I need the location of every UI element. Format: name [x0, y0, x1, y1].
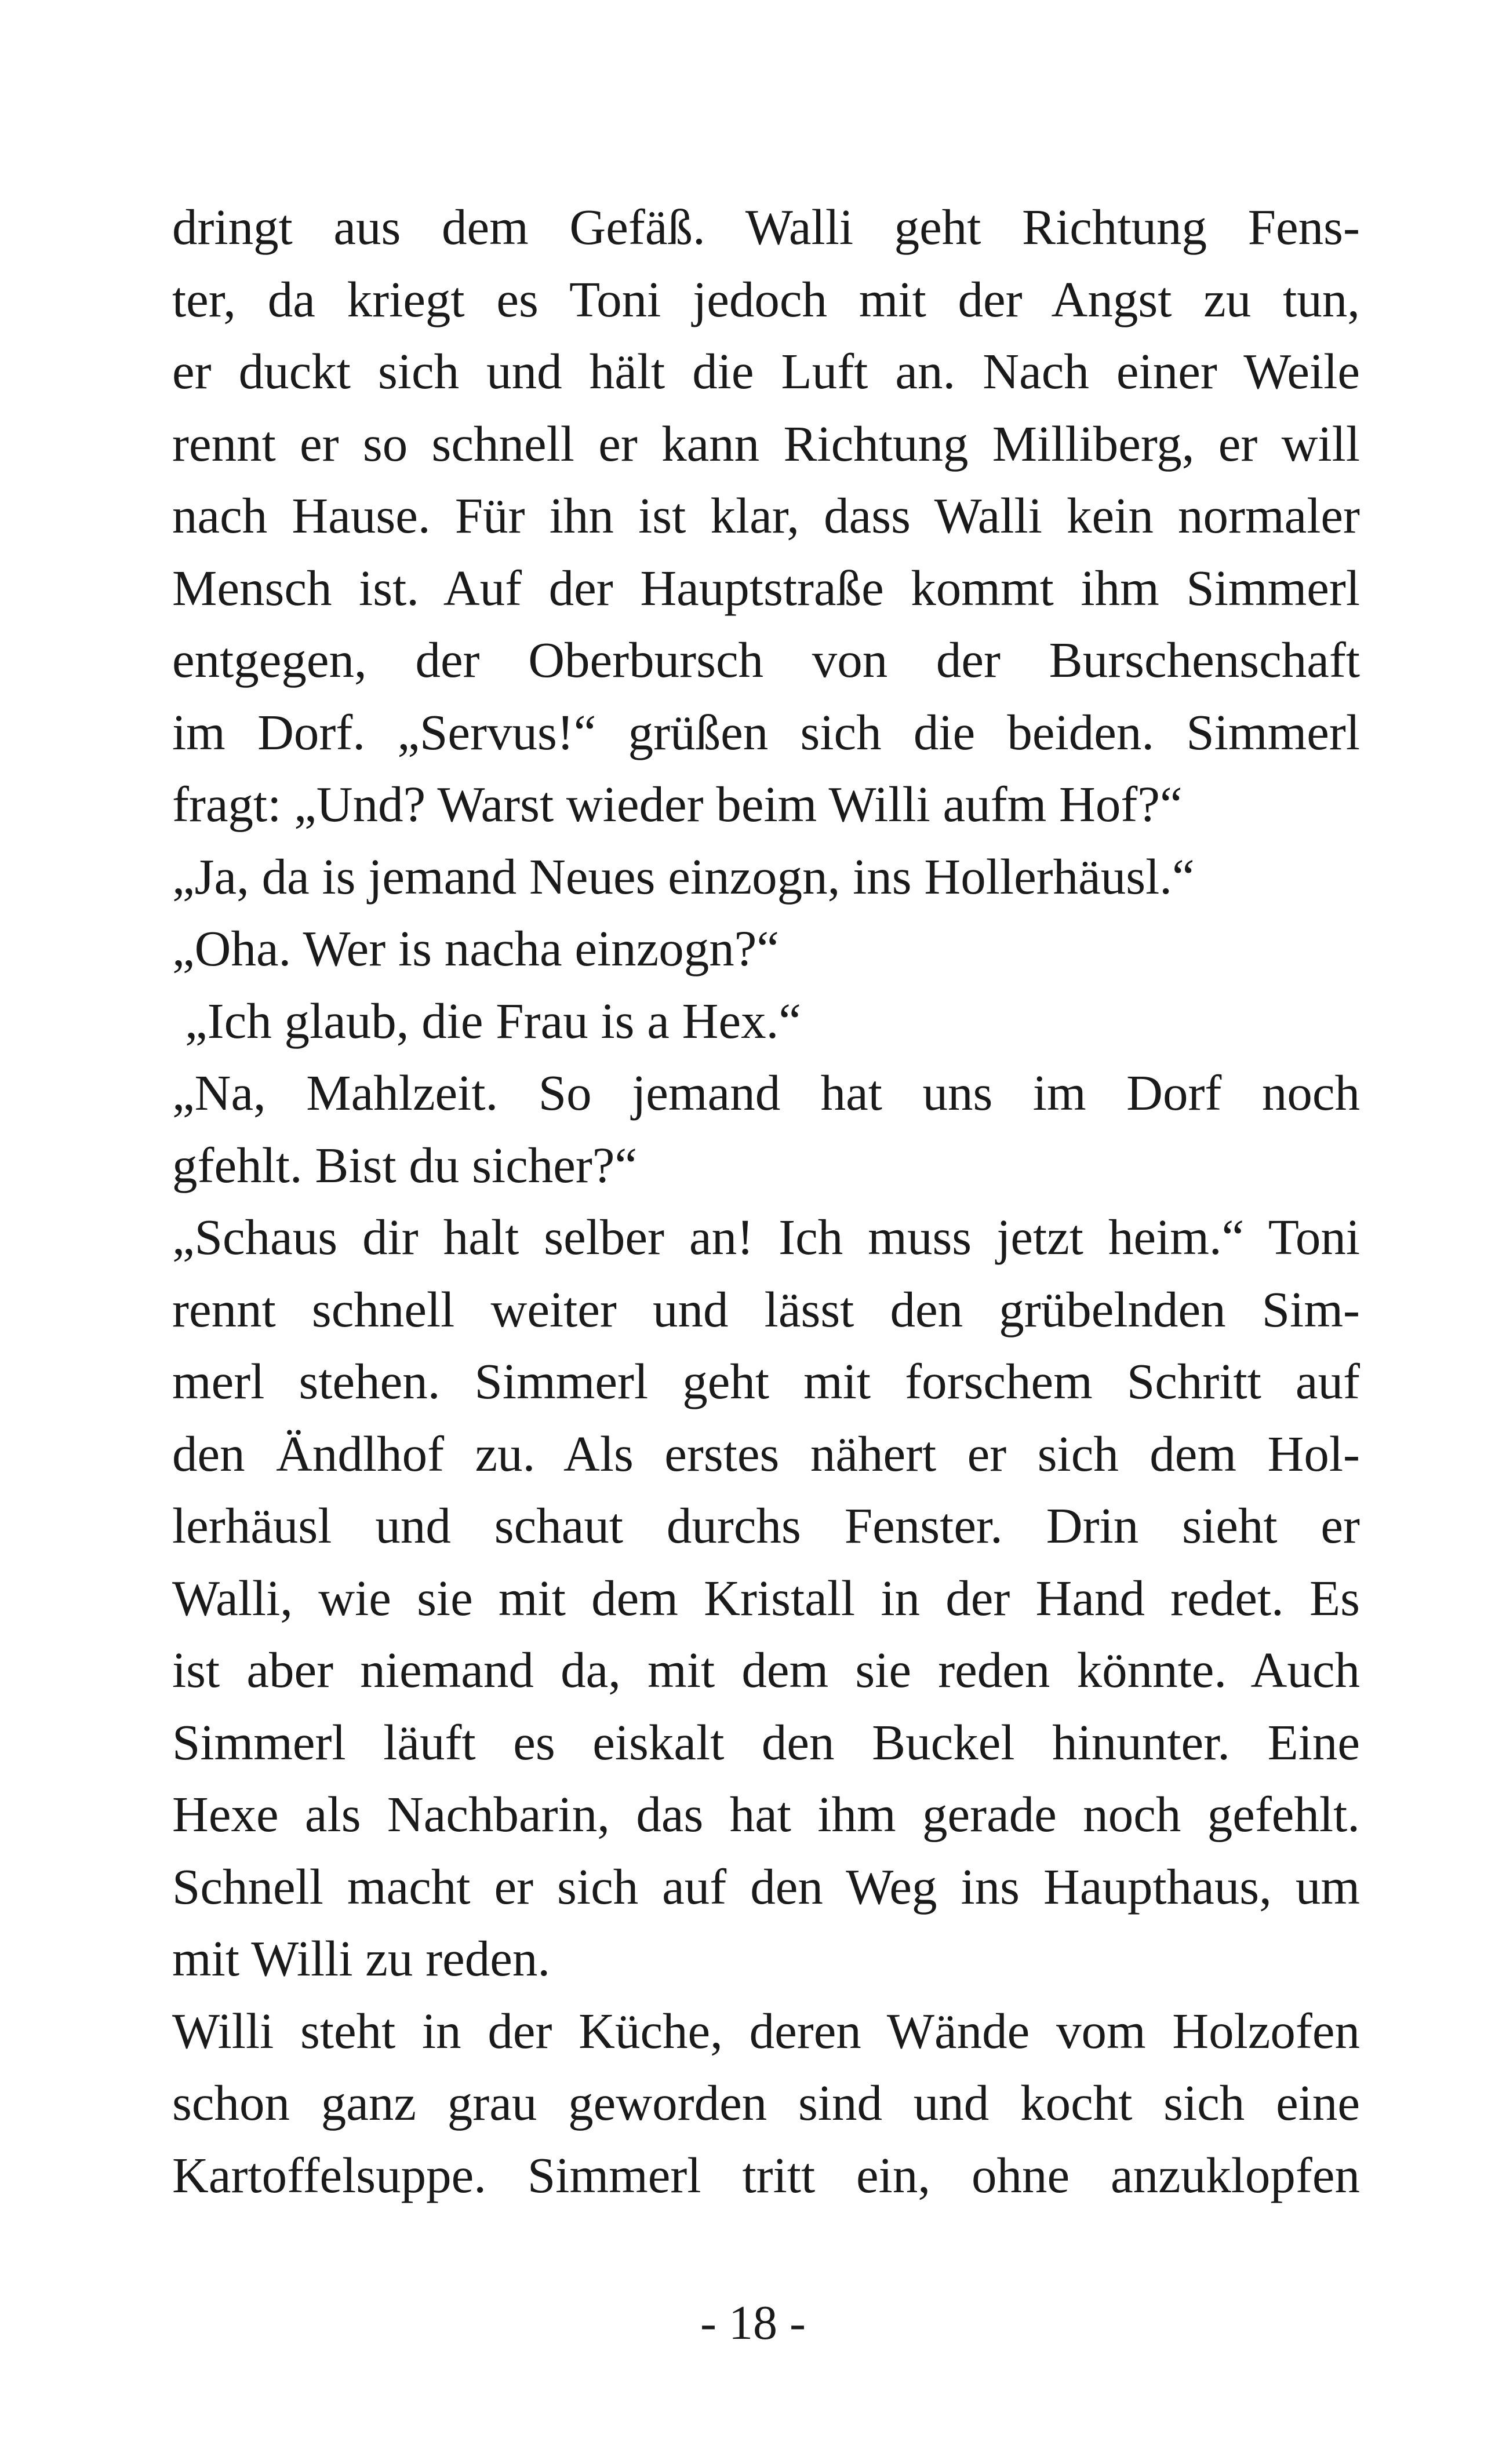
text-line: fragt: „Und? Warst wieder beim Willi aufm Hof?“ — [172, 776, 1183, 832]
text-line: „Oha. Wer is nacha einzogn?“ — [172, 920, 779, 976]
text-line: entgegen, der Oberbursch von der Burschenschaft — [172, 632, 1360, 688]
text-line: nach Hause. Für ihn ist klar, dass Walli kein normaler — [172, 487, 1360, 544]
text-line: ist aber niemand da, mit dem sie reden könnte. Auch — [172, 1642, 1360, 1698]
text-line: den Ändlhof zu. Als erstes nähert er sich dem Hol- — [172, 1425, 1360, 1482]
text-line: Willi steht in der Küche, deren Wände vom Holzofen — [172, 2002, 1360, 2059]
text-line: „Ich glaub, die Frau is a Hex.“ — [185, 992, 801, 1049]
text-line: Hexe als Nachbarin, das hat ihm gerade noch gefehlt. — [172, 1786, 1360, 1842]
text-line: im Dorf. „Servus!“ grüßen sich die beiden. Simmerl — [172, 704, 1360, 760]
text-line: gfehlt. Bist du sicher?“ — [172, 1136, 638, 1193]
text-line: Mensch ist. Auf der Hauptstraße kommt ihm Simmerl — [172, 559, 1360, 616]
text-line: „Na, Mahlzeit. So jemand hat uns im Dorf noch — [172, 1065, 1360, 1121]
text-line: merl stehen. Simmerl geht mit forschem Schritt auf — [172, 1353, 1360, 1409]
page-number: - 18 - — [700, 2296, 806, 2350]
text-line: „Schaus dir halt selber an! Ich muss jetzt heim.“ Toni — [172, 1209, 1360, 1265]
text-line: lerhäusl und schaut durchs Fenster. Drin sieht er — [172, 1497, 1360, 1554]
text-line: Walli, wie sie mit dem Kristall in der Hand redet. Es — [172, 1569, 1360, 1626]
text-line: Simmerl läuft es eiskalt den Buckel hinunter. Eine — [172, 1714, 1360, 1770]
text-line: schon ganz grau geworden sind und kocht sich eine — [172, 2075, 1360, 2131]
text-line: dringt aus dem Gefäß. Walli geht Richtung Fens- — [172, 199, 1360, 255]
body-text — [172, 191, 1360, 2211]
text-line: rennt schnell weiter und lässt den grübelnden Sim- — [172, 1281, 1360, 1337]
text-line: „Ja, da is jemand Neues einzogn, ins Hollerhäusl.“ — [172, 848, 1195, 905]
text-line: rennt er so schnell er kann Richtung Milliberg, er will — [172, 415, 1360, 472]
text-line: ter, da kriegt es Toni jedoch mit der Angst zu tun, — [172, 271, 1360, 327]
text-line: er duckt sich und hält die Luft an. Nach einer Weile — [172, 343, 1360, 399]
text-line: mit Willi zu reden. — [172, 1930, 551, 1986]
text-line: Kartoffelsuppe. Simmerl tritt ein, ohne anzuklopfen — [172, 2146, 1360, 2203]
text-line: Schnell macht er sich auf den Weg ins Haupthaus, um — [172, 1858, 1360, 1915]
